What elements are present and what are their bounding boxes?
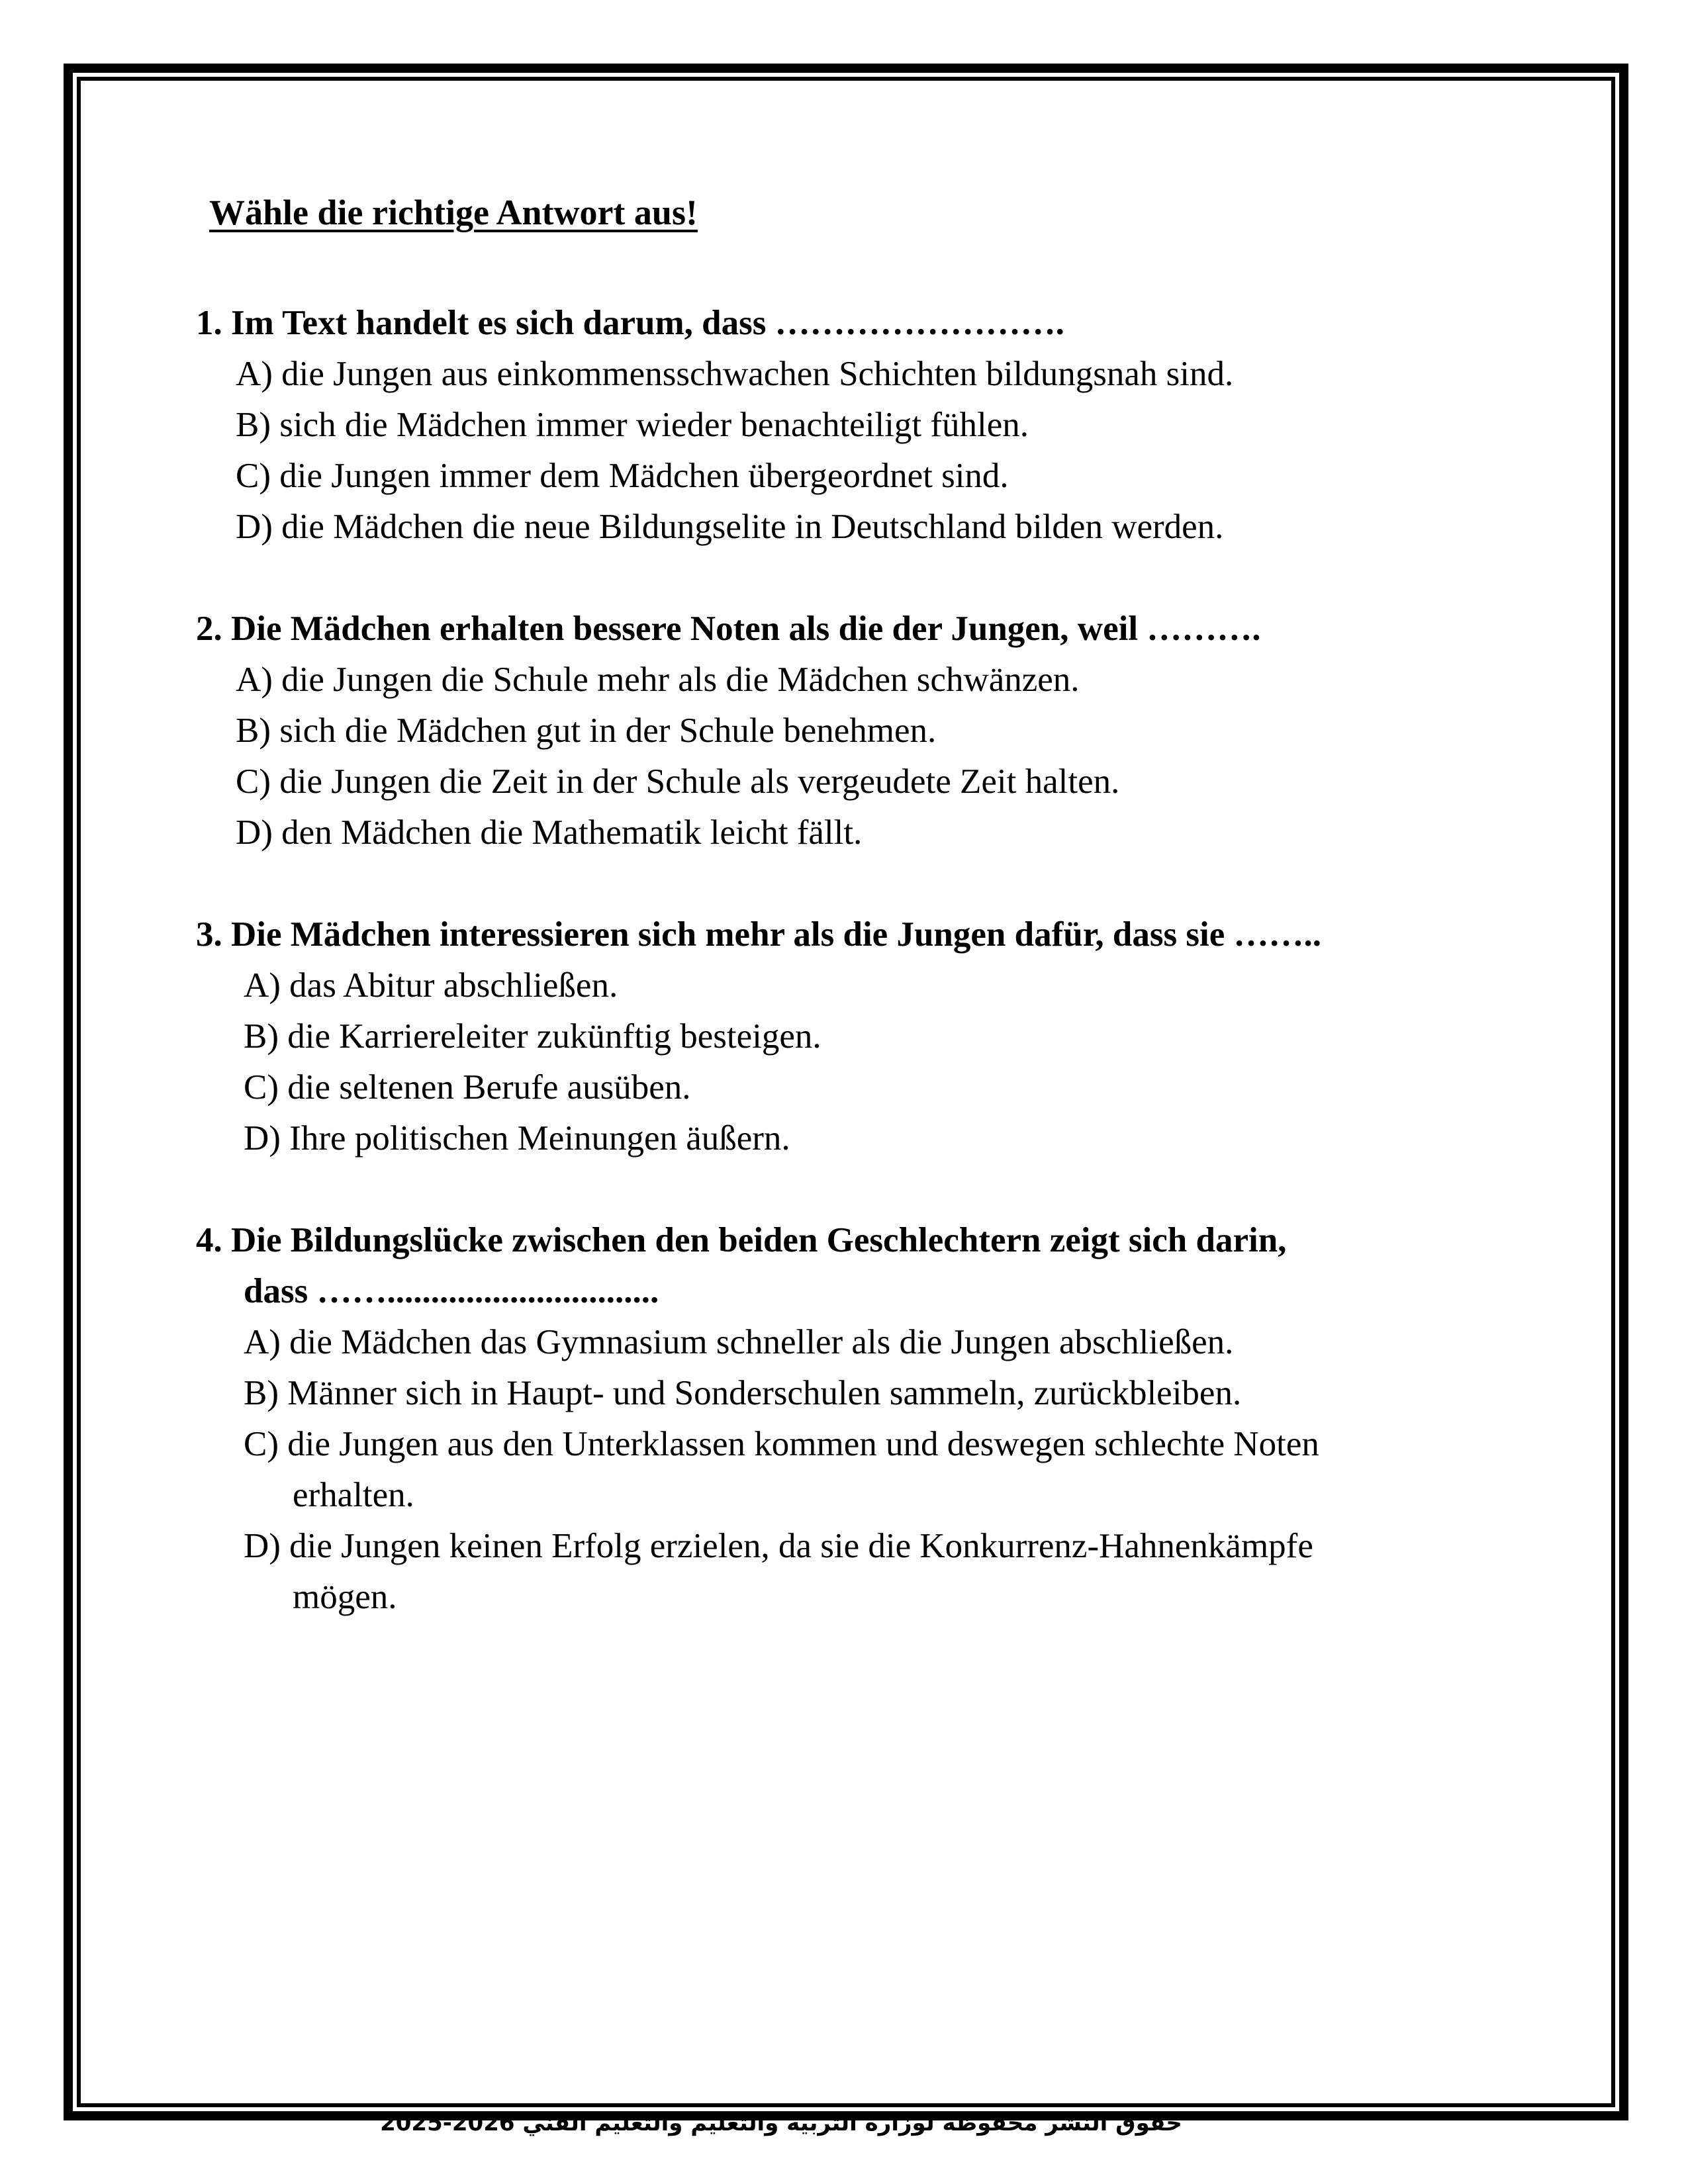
option-d: D) den Mädchen die Mathematik leicht fällt. (236, 813, 863, 852)
option-a: A) die Jungen aus einkommensschwachen Schichten bildungsnah sind. (236, 355, 1234, 393)
option-d: D) die Jungen keinen Erfolg erzielen, da sie die Konkurrenz-Hahnenkämpfe (244, 1527, 1313, 1565)
option-a: A) die Jungen die Schule mehr als die Mädchen schwänzen. (236, 660, 1080, 699)
option-b: B) Männer sich in Haupt- und Sonderschulen sammeln, zurückbleiben. (244, 1374, 1242, 1412)
option-b: B) sich die Mädchen gut in der Schule benehmen. (236, 711, 937, 750)
question-title: 4. Die Bildungslücke zwischen den beiden Geschlechtern zeigt sich darin, (196, 1221, 1287, 1259)
option-a: A) die Mädchen das Gymnasium schneller als die Jungen abschließen. (244, 1323, 1234, 1361)
page-heading: Wähle die richtige Antwort aus! (209, 193, 698, 232)
question-title: 1. Im Text handelt es sich darum, dass ……………………. (196, 304, 1064, 342)
option-a: A) das Abitur abschließen. (244, 966, 618, 1005)
question-3 (196, 909, 1520, 1164)
question-1 (196, 298, 1520, 553)
question-title-continuation: dass ……............................... (244, 1272, 659, 1310)
option-d: D) Ihre politischen Meinungen äußern. (244, 1119, 790, 1158)
option-c-continuation: erhalten. (293, 1476, 414, 1514)
question-2 (196, 604, 1520, 858)
option-d: D) die Mädchen die neue Bildungselite in Deutschland bilden werden. (236, 508, 1224, 546)
option-c: C) die Jungen immer dem Mädchen übergeordnet sind. (236, 457, 1009, 495)
question-title: 3. Die Mädchen interessieren sich mehr als die Jungen dafür, dass sie …….. (196, 915, 1322, 954)
option-d-continuation: mögen. (293, 1578, 397, 1616)
option-c: C) die Jungen die Zeit in der Schule als vergeudete Zeit halten. (236, 762, 1120, 801)
copyright-footer: حقوق النشر محفوظة لوزارة التربية والتعليم والتعليم الفني 2026-2025 (380, 2110, 1182, 2136)
option-c: C) die Jungen aus den Unterklassen kommen und deswegen schlechte Noten (244, 1425, 1319, 1463)
option-c: C) die seltenen Berufe ausüben. (244, 1068, 691, 1107)
option-b: B) die Karriereleiter zukünftig besteigen. (244, 1017, 821, 1056)
option-b: B) sich die Mädchen immer wieder benachteiligt fühlen. (236, 406, 1029, 444)
question-title: 2. Die Mädchen erhalten bessere Noten als die der Jungen, weil ………. (196, 610, 1261, 648)
question-4 (196, 1215, 1520, 1623)
